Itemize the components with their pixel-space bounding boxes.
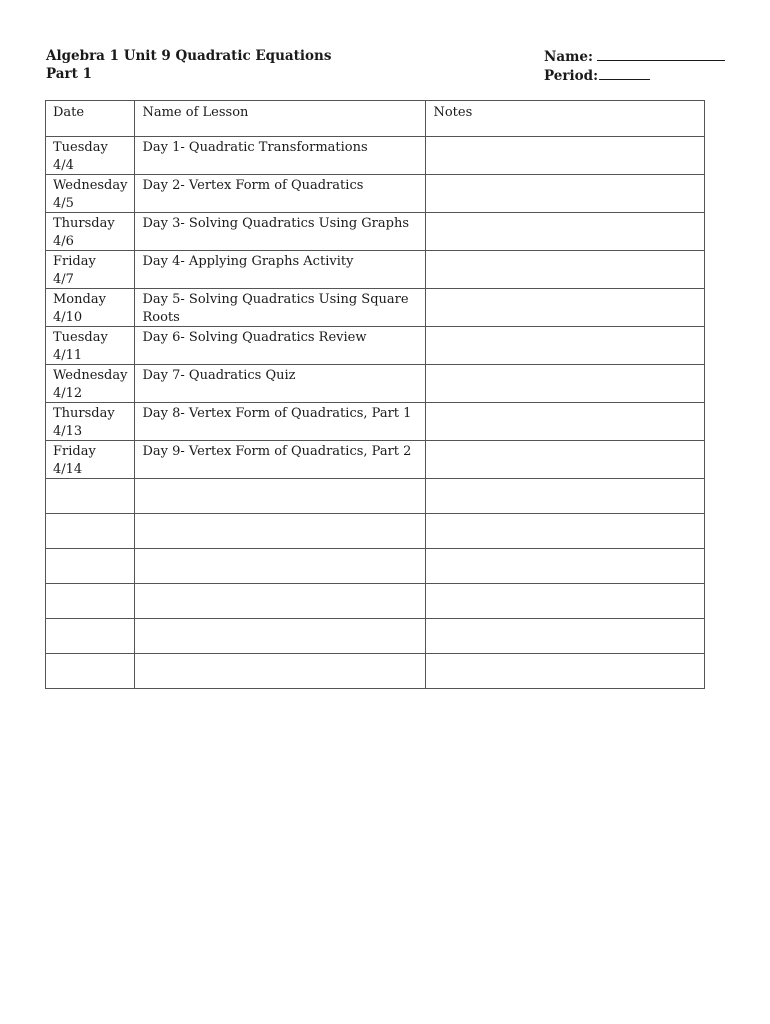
date-text: 4/11 bbox=[53, 347, 83, 363]
notes-cell[interactable] bbox=[426, 365, 705, 403]
notes-cell[interactable] bbox=[426, 289, 705, 327]
notes-cell[interactable] bbox=[426, 327, 705, 365]
document-subtitle: Part 1 bbox=[46, 66, 92, 82]
lesson-cell: Day 1- Quadratic Transformations bbox=[135, 137, 426, 175]
lesson-schedule-table bbox=[45, 100, 705, 689]
document-header bbox=[46, 47, 331, 83]
name-field bbox=[544, 47, 725, 66]
lesson-cell: Day 3- Solving Quadratics Using Graphs bbox=[135, 213, 426, 251]
table-row bbox=[46, 289, 705, 327]
table-row bbox=[46, 654, 705, 689]
name-label: Name: bbox=[544, 49, 593, 65]
table-row bbox=[46, 549, 705, 584]
date-cell bbox=[46, 289, 135, 327]
lesson-cell: Day 7- Quadratics Quiz bbox=[135, 365, 426, 403]
document-title: Algebra 1 Unit 9 Quadratic Equations bbox=[46, 48, 332, 64]
period-field bbox=[544, 66, 725, 85]
weekday-text: Friday bbox=[53, 444, 96, 459]
notes-cell[interactable] bbox=[426, 514, 705, 549]
weekday-text: Monday bbox=[53, 292, 106, 307]
date-text: 4/12 bbox=[53, 385, 83, 401]
lesson-cell bbox=[135, 584, 426, 619]
date-text: 4/5 bbox=[53, 195, 74, 211]
lesson-cell: Day 9- Vertex Form of Quadratics, Part 2 bbox=[135, 441, 426, 479]
weekday-text: Thursday bbox=[53, 216, 115, 231]
weekday-text: Wednesday bbox=[53, 368, 128, 383]
date-text: 4/13 bbox=[53, 423, 83, 439]
lesson-cell bbox=[135, 479, 426, 514]
table-row bbox=[46, 251, 705, 289]
date-text: 4/6 bbox=[53, 233, 74, 249]
table-row bbox=[46, 584, 705, 619]
date-cell bbox=[46, 365, 135, 403]
date-cell bbox=[46, 619, 135, 654]
column-header-notes: Notes bbox=[426, 101, 705, 137]
lesson-cell bbox=[135, 619, 426, 654]
lesson-cell bbox=[135, 654, 426, 689]
lesson-cell: Day 8- Vertex Form of Quadratics, Part 1 bbox=[135, 403, 426, 441]
lesson-cell: Day 4- Applying Graphs Activity bbox=[135, 251, 426, 289]
notes-cell[interactable] bbox=[426, 403, 705, 441]
lesson-cell: Day 5- Solving Quadratics Using Square Roots bbox=[135, 289, 426, 327]
weekday-text: Tuesday bbox=[53, 140, 108, 155]
lesson-cell: Day 2- Vertex Form of Quadratics bbox=[135, 175, 426, 213]
date-cell bbox=[46, 327, 135, 365]
period-label: Period: bbox=[544, 68, 599, 84]
date-cell bbox=[46, 549, 135, 584]
column-header-lesson: Name of Lesson bbox=[135, 101, 426, 137]
date-cell bbox=[46, 479, 135, 514]
date-cell bbox=[46, 441, 135, 479]
notes-cell[interactable] bbox=[426, 441, 705, 479]
table-row bbox=[46, 514, 705, 549]
date-cell bbox=[46, 403, 135, 441]
table-row bbox=[46, 327, 705, 365]
date-cell bbox=[46, 584, 135, 619]
date-cell bbox=[46, 175, 135, 213]
column-header-date: Date bbox=[46, 101, 135, 137]
period-blank[interactable] bbox=[599, 66, 650, 80]
weekday-text: Tuesday bbox=[53, 330, 108, 345]
date-text: 4/4 bbox=[53, 157, 74, 173]
notes-cell[interactable] bbox=[426, 584, 705, 619]
notes-cell[interactable] bbox=[426, 137, 705, 175]
table-row bbox=[46, 213, 705, 251]
table-header-row bbox=[46, 101, 705, 137]
lesson-cell: Day 6- Solving Quadratics Review bbox=[135, 327, 426, 365]
notes-cell[interactable] bbox=[426, 654, 705, 689]
notes-cell[interactable] bbox=[426, 549, 705, 584]
notes-cell[interactable] bbox=[426, 213, 705, 251]
lesson-cell bbox=[135, 549, 426, 584]
table-row bbox=[46, 175, 705, 213]
lesson-cell bbox=[135, 514, 426, 549]
name-blank[interactable] bbox=[597, 47, 725, 61]
table-row bbox=[46, 441, 705, 479]
date-cell bbox=[46, 514, 135, 549]
date-text: 4/7 bbox=[53, 271, 74, 287]
weekday-text: Thursday bbox=[53, 406, 115, 421]
table-body bbox=[46, 101, 705, 689]
date-text: 4/14 bbox=[53, 461, 83, 477]
notes-cell[interactable] bbox=[426, 175, 705, 213]
date-cell bbox=[46, 251, 135, 289]
table-row bbox=[46, 137, 705, 175]
student-info bbox=[544, 47, 725, 85]
notes-cell[interactable] bbox=[426, 251, 705, 289]
notes-cell[interactable] bbox=[426, 479, 705, 514]
table-row bbox=[46, 619, 705, 654]
weekday-text: Friday bbox=[53, 254, 96, 269]
table-row bbox=[46, 403, 705, 441]
date-cell bbox=[46, 137, 135, 175]
date-cell bbox=[46, 654, 135, 689]
date-cell bbox=[46, 213, 135, 251]
table-row bbox=[46, 365, 705, 403]
table-row bbox=[46, 479, 705, 514]
notes-cell[interactable] bbox=[426, 619, 705, 654]
date-text: 4/10 bbox=[53, 309, 83, 325]
weekday-text: Wednesday bbox=[53, 178, 128, 193]
